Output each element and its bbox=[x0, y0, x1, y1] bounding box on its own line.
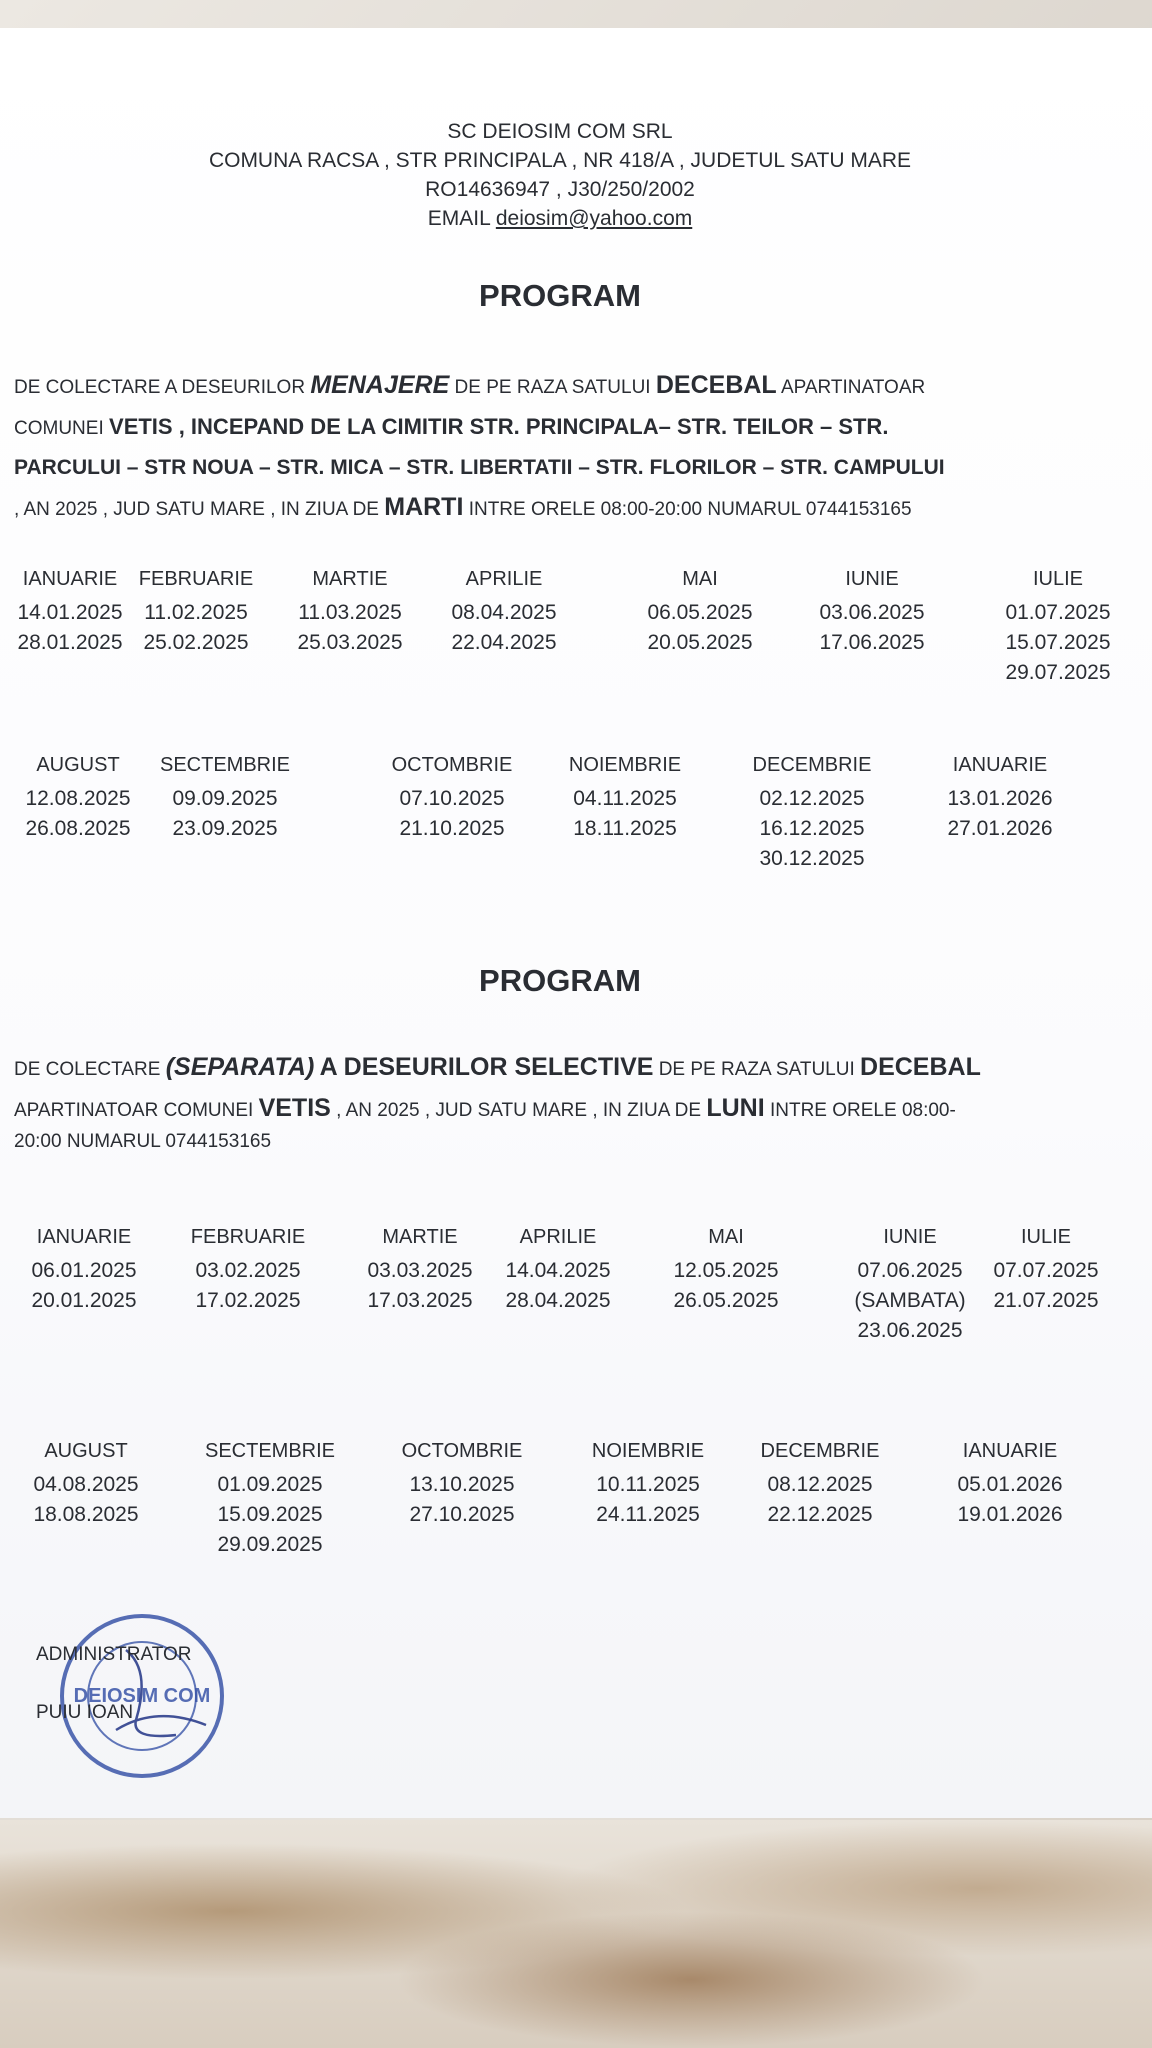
administrator-label: ADMINISTRATOR bbox=[36, 1644, 192, 1665]
month-label: IUNIE bbox=[845, 568, 899, 590]
schedule-month-ianuarie bbox=[920, 1440, 1100, 1530]
section1-line1: DE COLECTARE A DESEURILOR MENAJERE DE PE RAZA SATULUI DECEBAL APARTINATOAR bbox=[14, 371, 926, 399]
section1-line3: PARCULUI – STR NOUA – STR. MICA – STR. LIBERTATII – STR. FLORILOR – STR. CAMPULUI bbox=[14, 456, 945, 479]
section1-description bbox=[14, 366, 1124, 529]
schedule-month-februarie bbox=[158, 1226, 338, 1316]
administrator-name: PUIU IOAN bbox=[36, 1702, 134, 1723]
collection-date: 17.02.2025 bbox=[195, 1289, 301, 1312]
schedule-month-noiembrie bbox=[558, 1440, 738, 1530]
section2-line2: APARTINATOAR COMUNEI VETIS , AN 2025 , JUD SATU MARE , IN ZIUA DE LUNI INTRE ORELE 08:00- bbox=[14, 1094, 956, 1122]
month-label: IANUARIE bbox=[22, 568, 118, 590]
schedule-month-august bbox=[0, 1440, 176, 1530]
collection-date: 08.12.2025 bbox=[767, 1473, 873, 1496]
month-label: IANUARIE bbox=[36, 1226, 132, 1248]
collection-date: 04.08.2025 bbox=[33, 1473, 139, 1496]
collection-date: 25.03.2025 bbox=[297, 631, 403, 654]
collection-date: 01.09.2025 bbox=[217, 1473, 323, 1496]
schedule-month-mai bbox=[636, 1226, 816, 1316]
month-label: APRILIE bbox=[519, 1226, 597, 1248]
document-sheet bbox=[0, 28, 1152, 1818]
collection-date: 03.02.2025 bbox=[195, 1259, 301, 1282]
collection-date: 20.05.2025 bbox=[647, 631, 753, 654]
collection-date: 08.04.2025 bbox=[451, 601, 557, 624]
collection-date: 07.10.2025 bbox=[399, 787, 505, 810]
schedule-month-decembrie bbox=[722, 754, 902, 874]
section1-line2: COMUNEI VETIS , INCEPAND DE LA CIMITIR STR. PRINCIPALA– STR. TEILOR – STR. bbox=[14, 414, 889, 439]
schedule-month-mai bbox=[610, 568, 790, 658]
collection-date: (SAMBATA) bbox=[854, 1289, 966, 1312]
schedule-month-ianuarie bbox=[910, 754, 1090, 844]
schedule-month-aprilie bbox=[414, 568, 594, 658]
month-label: FEBRUARIE bbox=[190, 1226, 306, 1248]
collection-date: 29.09.2025 bbox=[217, 1533, 323, 1556]
collection-date: 19.01.2026 bbox=[957, 1503, 1063, 1526]
collection-date: 26.08.2025 bbox=[25, 817, 131, 840]
month-label: IULIE bbox=[1032, 568, 1084, 590]
collection-date: 05.01.2026 bbox=[957, 1473, 1063, 1496]
collection-date: 26.05.2025 bbox=[673, 1289, 779, 1312]
schedule-month-martie bbox=[260, 568, 440, 658]
schedule-month-sectembrie bbox=[135, 754, 315, 844]
collection-date: 23.06.2025 bbox=[857, 1319, 963, 1342]
company-stamp bbox=[56, 1610, 228, 1782]
company-name: SC DEIOSIM COM SRL bbox=[447, 120, 673, 143]
collection-date: 17.06.2025 bbox=[819, 631, 925, 654]
collection-date: 15.07.2025 bbox=[1005, 631, 1111, 654]
table-surface bbox=[0, 1820, 1152, 2048]
schedule-month-ianuarie bbox=[0, 1226, 174, 1316]
collection-date: 25.02.2025 bbox=[143, 631, 249, 654]
collection-date: 06.01.2025 bbox=[31, 1259, 137, 1282]
company-email-line bbox=[0, 207, 1120, 231]
month-label: AUGUST bbox=[36, 754, 120, 776]
collection-date: 28.01.2025 bbox=[17, 631, 123, 654]
collection-date: 14.04.2025 bbox=[505, 1259, 611, 1282]
collection-date: 07.06.2025 bbox=[857, 1259, 963, 1282]
month-label: AUGUST bbox=[44, 1440, 128, 1462]
email-label: EMAIL bbox=[427, 207, 490, 230]
collection-date: 01.07.2025 bbox=[1005, 601, 1111, 624]
schedule-month-februarie bbox=[106, 568, 286, 658]
month-label: SECTEMBRIE bbox=[204, 1440, 336, 1462]
month-label: FEBRUARIE bbox=[138, 568, 254, 590]
month-label: NOIEMBRIE bbox=[568, 754, 682, 776]
collection-date: 29.07.2025 bbox=[1005, 661, 1111, 684]
schedule-month-sectembrie bbox=[180, 1440, 360, 1560]
collection-date: 27.01.2026 bbox=[947, 817, 1053, 840]
month-label: MAI bbox=[708, 1226, 744, 1248]
company-address: COMUNA RACSA , STR PRINCIPALA , NR 418/A , JUDETUL SATU MARE bbox=[208, 149, 912, 172]
collection-date: 15.09.2025 bbox=[217, 1503, 323, 1526]
month-label: MAI bbox=[682, 568, 718, 590]
schedule-month-octombrie bbox=[372, 1440, 552, 1530]
collection-date: 12.05.2025 bbox=[673, 1259, 779, 1282]
collection-date: 13.01.2026 bbox=[947, 787, 1053, 810]
svg-text:DEIOSIM COM: DEIOSIM COM bbox=[73, 1685, 211, 1707]
section1-title: PROGRAM bbox=[479, 278, 641, 313]
collection-date: 20.01.2025 bbox=[31, 1289, 137, 1312]
month-label: IUNIE bbox=[883, 1226, 937, 1248]
collection-date: 27.10.2025 bbox=[409, 1503, 515, 1526]
schedule-month-octombrie bbox=[362, 754, 542, 844]
collection-date: 21.07.2025 bbox=[993, 1289, 1099, 1312]
month-label: MARTIE bbox=[382, 1226, 458, 1248]
collection-date: 22.12.2025 bbox=[767, 1503, 873, 1526]
month-label: APRILIE bbox=[465, 568, 543, 590]
collection-date: 18.08.2025 bbox=[33, 1503, 139, 1526]
collection-date: 24.11.2025 bbox=[596, 1503, 700, 1526]
section2-title: PROGRAM bbox=[479, 963, 641, 998]
collection-date: 23.09.2025 bbox=[172, 817, 278, 840]
collection-date: 13.10.2025 bbox=[409, 1473, 515, 1496]
month-label: IULIE bbox=[1020, 1226, 1072, 1248]
collection-date: 11.03.2025 bbox=[298, 601, 402, 624]
collection-date: 10.11.2025 bbox=[596, 1473, 700, 1496]
section2-line3: 20:00 NUMARUL 0744153165 bbox=[14, 1131, 272, 1152]
stamp-seal-icon bbox=[56, 1610, 228, 1782]
collection-date: 03.06.2025 bbox=[819, 601, 925, 624]
collection-date: 12.08.2025 bbox=[25, 787, 131, 810]
collection-date: 22.04.2025 bbox=[451, 631, 557, 654]
month-label: SECTEMBRIE bbox=[159, 754, 291, 776]
month-label: MARTIE bbox=[312, 568, 388, 590]
section2-description bbox=[14, 1048, 1124, 1154]
collection-date: 09.09.2025 bbox=[172, 787, 278, 810]
month-label: OCTOMBRIE bbox=[401, 1440, 523, 1462]
collection-date: 16.12.2025 bbox=[759, 817, 865, 840]
email-link[interactable]: deiosim@yahoo.com bbox=[495, 207, 693, 230]
section1-line4: , AN 2025 , JUD SATU MARE , IN ZIUA DE MARTI INTRE ORELE 08:00-20:00 NUMARUL 0744153165 bbox=[14, 493, 912, 521]
collection-date: 06.05.2025 bbox=[647, 601, 753, 624]
collection-date: 04.11.2025 bbox=[573, 787, 677, 810]
collection-date: 21.10.2025 bbox=[399, 817, 505, 840]
collection-date: 28.04.2025 bbox=[505, 1289, 611, 1312]
schedule-month-noiembrie bbox=[535, 754, 715, 844]
schedule-month-iulie bbox=[956, 1226, 1136, 1316]
schedule-month-iunie bbox=[782, 568, 962, 658]
company-registration: RO14636947 , J30/250/2002 bbox=[425, 178, 695, 201]
month-label: DECEMBRIE bbox=[760, 1440, 880, 1462]
collection-date: 18.11.2025 bbox=[573, 817, 677, 840]
schedule-month-decembrie bbox=[730, 1440, 910, 1530]
collection-date: 03.03.2025 bbox=[367, 1259, 473, 1282]
collection-date: 11.02.2025 bbox=[144, 601, 248, 624]
collection-date: 17.03.2025 bbox=[367, 1289, 473, 1312]
section2-line1: DE COLECTARE (SEPARATA) A DESEURILOR SELECTIVE DE PE RAZA SATULUI DECEBAL bbox=[14, 1053, 981, 1081]
month-label: IANUARIE bbox=[952, 754, 1048, 776]
collection-date: 14.01.2025 bbox=[17, 601, 123, 624]
month-label: OCTOMBRIE bbox=[391, 754, 513, 776]
month-label: NOIEMBRIE bbox=[591, 1440, 705, 1462]
collection-date: 30.12.2025 bbox=[759, 847, 865, 870]
collection-date: 07.07.2025 bbox=[993, 1259, 1099, 1282]
month-label: IANUARIE bbox=[962, 1440, 1058, 1462]
schedule-month-iulie bbox=[968, 568, 1148, 688]
month-label: DECEMBRIE bbox=[752, 754, 872, 776]
collection-date: 02.12.2025 bbox=[759, 787, 865, 810]
schedule-month-aprilie bbox=[468, 1226, 648, 1316]
